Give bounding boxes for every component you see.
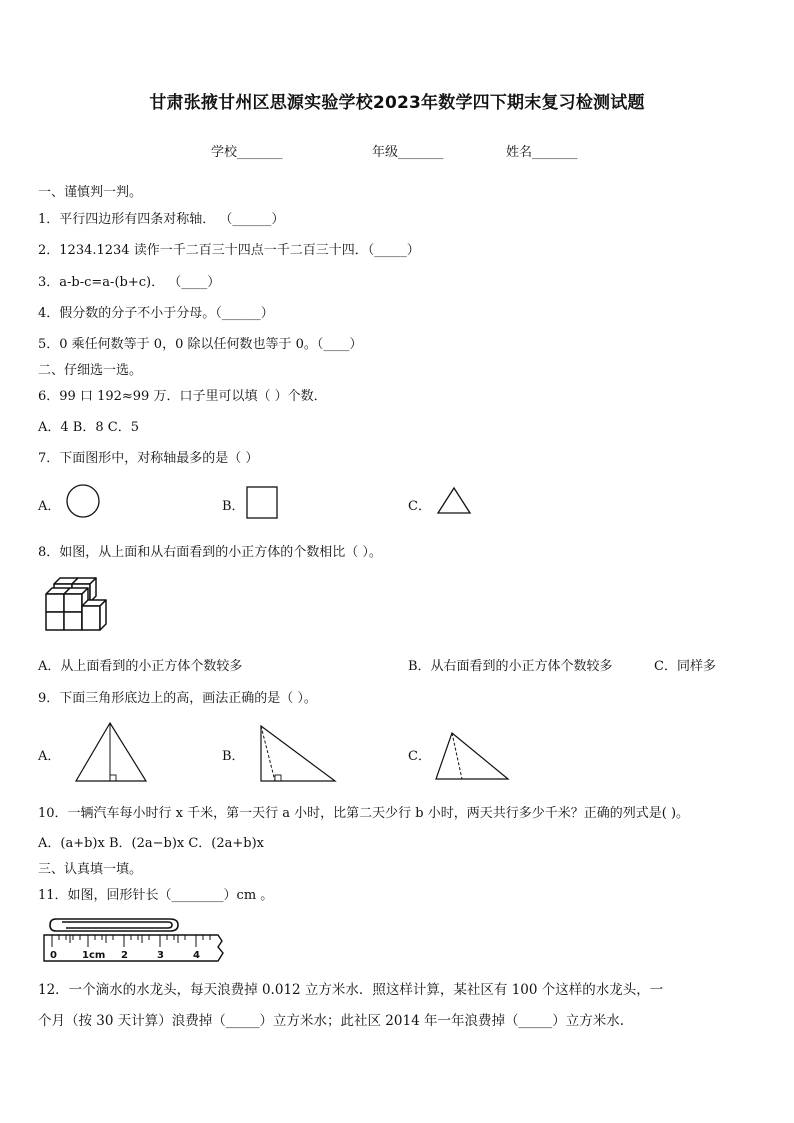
question-6: 6．99 口 192≈99 万．口子里可以填（ ）个数． bbox=[38, 389, 327, 404]
question-6-options: A．4 B．8 C．5 bbox=[38, 420, 139, 435]
ruler-tick-1: 1cm bbox=[82, 950, 106, 961]
ruler-figure bbox=[42, 911, 228, 963]
question-2: 2．1234.1234 读作一千二百三十四点一千二百三十四．（_____） bbox=[38, 243, 420, 258]
q9-option-c-label: C． bbox=[408, 749, 431, 764]
question-4: 4．假分数的分子不小于分母。（______） bbox=[38, 306, 274, 321]
question-12-line-1: 12．一个滴水的水龙头，每天浪费掉 0.012 立方米水．照这样计算，某社区有 100 个这样的水龙头，一 bbox=[38, 982, 664, 998]
section-2-heading: 二、仔细选一选。 bbox=[38, 363, 143, 378]
school-field: 学校_______ bbox=[211, 145, 283, 160]
q7-option-c-label: C． bbox=[408, 499, 431, 514]
ruler-tick-4: 4 bbox=[193, 950, 200, 961]
question-3: 3．a-b-c=a-(b+c)． （____） bbox=[38, 275, 221, 290]
triangle-a-figure bbox=[74, 721, 148, 783]
question-11: 11．如图，回形针长（________）cm 。 bbox=[38, 888, 274, 903]
q7-option-a-label: A． bbox=[38, 499, 61, 514]
ruler-tick-3: 3 bbox=[157, 950, 164, 961]
triangle-b-figure bbox=[259, 724, 339, 784]
question-10-options: A．(a+b)x B．(2a−b)x C．(2a+b)x bbox=[38, 836, 265, 851]
q9-option-a-label: A． bbox=[38, 749, 61, 764]
circle-shape-icon bbox=[66, 484, 102, 520]
square-shape-icon bbox=[246, 486, 280, 520]
q7-option-b-label: B． bbox=[222, 499, 245, 514]
question-9: 9．下面三角形底边上的高，画法正确的是（ ）。 bbox=[38, 691, 317, 706]
question-12-line-2: 个月（按 30 天计算）浪费掉（_____）立方米水；此社区 2014 年一年浪费掉（_____）立方米水. bbox=[38, 1013, 624, 1029]
triangle-c-figure bbox=[434, 731, 510, 783]
q8-option-a: A．从上面看到的小正方体个数较多 bbox=[38, 659, 243, 674]
triangle-shape-icon bbox=[436, 486, 472, 516]
section-3-heading: 三、认真填一填。 bbox=[38, 862, 143, 877]
question-5: 5．0 乘任何数等于 0，0 除以任何数也等于 0。（____） bbox=[38, 337, 363, 352]
q9-option-b-label: B． bbox=[222, 749, 245, 764]
ruler-tick-0: 0 bbox=[50, 950, 57, 961]
q8-option-b: B．从右面看到的小正方体个数较多 bbox=[408, 659, 613, 674]
question-7: 7．下面图形中，对称轴最多的是（ ） bbox=[38, 451, 259, 466]
name-field: 姓名_______ bbox=[506, 145, 578, 160]
question-1: 1．平行四边形有四条对称轴． （______） bbox=[38, 212, 285, 227]
section-1-heading: 一、谨慎判一判。 bbox=[38, 185, 143, 200]
q8-option-c: C．同样多 bbox=[654, 659, 716, 674]
grade-field: 年级_______ bbox=[372, 145, 444, 160]
page-title: 甘肃张掖甘州区思源实验学校2023年数学四下期末复习检测试题 bbox=[149, 93, 645, 113]
question-10: 10．一辆汽车每小时行 x 千米，第一天行 a 小时，比第二天少行 b 小时，两天共行多少千米？正确的列式是( )。 bbox=[38, 806, 690, 821]
cube-stack-figure bbox=[44, 576, 114, 636]
question-8: 8．如图，从上面和从右面看到的小正方体的个数相比（ ）。 bbox=[38, 545, 382, 560]
ruler-tick-2: 2 bbox=[121, 950, 128, 961]
